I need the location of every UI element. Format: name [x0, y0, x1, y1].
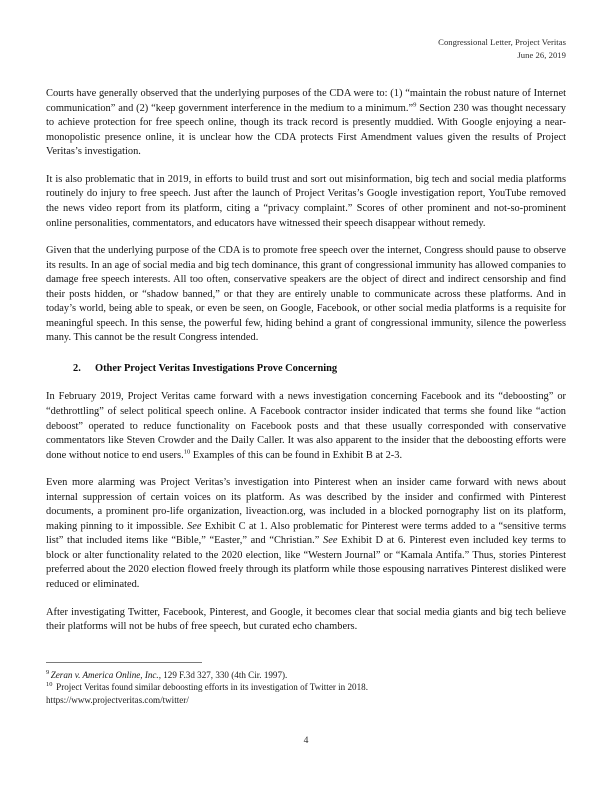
- footnote-9-marker: 9: [46, 668, 50, 676]
- paragraph-4-continued: Examples of this can be found in Exhibit B at 2-3.: [190, 449, 403, 461]
- document-header: [46, 36, 566, 61]
- footnote-ref-10[interactable]: 10: [183, 448, 191, 456]
- header-title-line: Congressional Letter, Project Veritas: [438, 37, 566, 47]
- footnote-section: [46, 662, 566, 706]
- paragraph-1-continued: Section 230 was thought necessary to achieve protection for free speech online, though its track record is presently muddied. With Google enjoying a near-monopolistic presence online, it is unclear how the CDA protects First Amendment values given the results of Project Veritas’s investigation.: [46, 102, 566, 158]
- footnote-9-case-name: Zeran v. America Online, Inc.,: [50, 670, 161, 680]
- body-text: [46, 87, 566, 634]
- footnote-9-citation: 129 F.3d 327, 330 (4th Cir. 1997).: [160, 670, 288, 680]
- paragraph-2: It is also problematic that in 2019, in efforts to build trust and sort out misinformation, big tech and social media platforms routinely do injury to free speech. Just after the launch of Project Veritas’s Google investigation report, YouTube removed the news video report from its platform, citing a “privacy complaint.” Scores of other prominent and not-so-prominent online personalities, commentators, and educators have witnessed their speech disappear without remedy.: [46, 173, 566, 229]
- paragraph-5: [46, 476, 566, 592]
- page-number: 4: [303, 735, 309, 746]
- header-date-line: June 26, 2019: [517, 49, 566, 60]
- section-number: 2.: [73, 362, 81, 374]
- paragraph-4-text: In February 2019, Project Veritas came forward with a news investigation concerning Facebook and its “deboosting” or “dethrottling” of select political speech online. A Facebook contractor insider indicated that terms she found like “action deboost” operated to reduce functionality on Facebook posts and that these usually corresponded with conservative commentators like Steven Crowder and the Daily Caller. It was also apparent to the insider that the deboosting efforts were done without notice to end users.: [46, 391, 566, 461]
- paragraph-6: After investigating Twitter, Facebook, Pinterest, and Google, it becomes clear that social media giants and big tech believe their platforms will not be hubs of free speech, but curated echo chambers.: [46, 606, 566, 633]
- footnote-separator-rule: [46, 662, 202, 663]
- section-heading-2: [46, 362, 566, 377]
- footnote-10-url[interactable]: https://www.projectveritas.com/twitter/: [46, 694, 189, 705]
- paragraph-4: [46, 390, 566, 463]
- paragraph-5-part-b: Exhibit C at 1. Also problematic for Pinterest were terms added to a “sensitive terms list” that included items like “Bible,” “Easter,” and “Christian.”: [46, 520, 566, 547]
- paragraph-3: Given that the underlying purpose of the CDA is to promote free speech over the internet, Congress should pause to observe its results. In an age of social media and big tech dominance, this grant of congressional immunity has allowed companies to damage free speech interests. All too often, conservative speakers are the object of direct and indirect censorship and find their posts hidden, or “shadow banned,” or that they are entirely unable to communicate across these platforms. And in today’s world, being able to speak, or even be seen, on Google, Facebook, or other social media platforms is a requisite for meaningful speech. In this sense, the powerful few, hiding behind a grant of congressional immunity, silence the powerless many. This cannot be the result Congress intended.: [46, 245, 566, 344]
- footnote-10-text: Project Veritas found similar deboosting efforts in its investigation of Twitter in 2018.: [53, 682, 368, 693]
- page-content: [46, 36, 566, 648]
- footnote-10-marker: 10: [46, 681, 53, 689]
- paragraph-5-part-a: Even more alarming was Project Veritas’s investigation into Pinterest when an insider came forward with news about internal suppression of certain voices on its platform. As was described by the insider and confirmed with Pinterest documents, a prominent pro-life organization, liveaction.org, was included in a blocked pornography list on its platform, making pinning to it impossible.: [46, 477, 566, 532]
- footnote-ref-9[interactable]: 9: [413, 101, 417, 109]
- section-title: Other Project Veritas Investigations Prove Concerning: [95, 362, 338, 374]
- paragraph-1-text: Courts have generally observed that the underlying purposes of the CDA were to: (1) “maintain the robust nature of Internet communication” and (2) “keep government interference in the medium to a minimum.”: [46, 88, 566, 114]
- citation-signal-see-1: See: [187, 520, 202, 532]
- paragraph-5-part-c: Exhibit D at 6. Pinterest even included key terms to block or alter functionality related to the 2020 election, like “Western Journal” or “Kamala Antifa.” Thus, stories Pinterest preferred about the 2020 election flowed freely through its platform while those espousing narratives Pinterest disliked were reduced or eliminated.: [46, 535, 566, 590]
- footnote-10: [46, 681, 566, 693]
- footnote-9: [46, 669, 566, 681]
- citation-signal-see-2: See: [323, 535, 338, 547]
- paragraph-1: [46, 87, 566, 160]
